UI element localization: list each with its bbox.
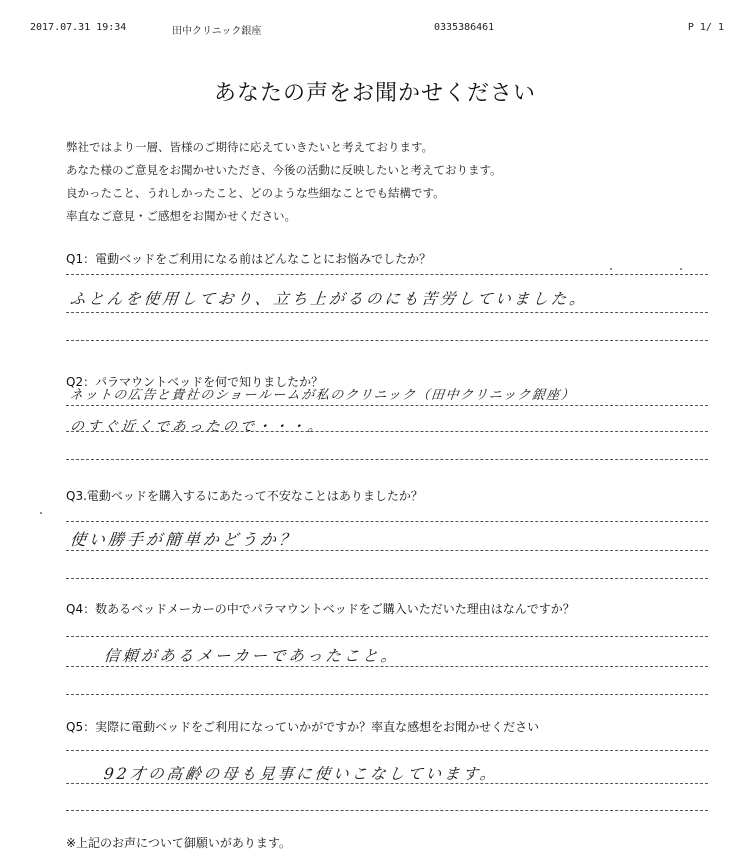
fax-header [20,22,730,38]
answer-rule [66,312,708,313]
answer-rule [66,521,708,522]
question-3-answer: 使い勝手が簡単かどうか？ [68,530,299,549]
fax-number: 0335386461 [434,22,495,33]
question-4-label: Q4：数あるベッドメーカーの中でパラマウントベッドをご購入いただいた理由はなんですか？ [66,602,575,616]
intro-text [66,136,706,228]
fax-page-indicator: P 1/ 1 [687,22,724,33]
answer-rule [66,694,708,695]
question-2-answer-line-1: ネットの広告と貴社のショールームが私のクリニック（田中クリニック銀座） [69,388,576,403]
answer-rule [66,783,708,784]
answer-rule [66,459,708,460]
intro-line: あなた様のご意見をお聞かせいただき、今後の活動に反映したいと考えております。 [66,163,502,177]
intro-line: 弊社ではより一層、皆様のご期待に応えていきたいと考えております。 [66,140,434,154]
answer-rule [66,636,708,637]
answer-rule [66,750,708,751]
intro-line: 良かったこと、うれしかったこと、どのような些細なことでも結構です。 [66,186,445,200]
intro-line: 率直なご意見・ご感想をお聞かせください。 [66,209,296,223]
answer-rule [66,810,708,811]
footer-note: ※上記のお声について御願いがあります。 [66,836,291,850]
question-1-answer: ふとんを使用しており、立ち上がるのにも苦労していました。 [68,290,589,308]
answer-rule [66,666,708,667]
answer-rule [66,578,708,579]
question-2-label: Q2：パラマウントベッドを何で知りましたか？ [66,375,324,389]
answer-rule [66,340,708,341]
scan-speck [680,268,682,270]
question-1-label: Q1：電動ベッドをご利用になる前はどんなことにお悩みでしたか？ [66,252,432,266]
answer-rule [66,405,708,406]
fax-sender: 田中クリニック銀座 [172,26,262,37]
question-5-answer: 92才の高齢の母も見事に使いこなしています。 [102,765,500,783]
answer-rule [66,274,708,275]
question-3-label: Q3.電動ベッドを購入するにあたって不安なことはありましたか？ [66,489,423,503]
fax-datetime: 2017.07.31 19:34 [30,22,127,33]
answer-rule [66,550,708,551]
survey-title: あなたの声をお聞かせください [213,81,536,106]
question-4-answer: 信頼があるメーカーであったこと。 [102,647,401,665]
scan-speck [40,512,42,514]
answer-rule [66,431,708,432]
scan-speck [610,268,612,270]
question-5-label: Q5：実際に電動ベッドをご利用になっていかがですか？率直な感想をお聞かせください [66,720,540,734]
question-2-answer-line-2: のすぐ近くであったので・・・。 [69,419,326,435]
